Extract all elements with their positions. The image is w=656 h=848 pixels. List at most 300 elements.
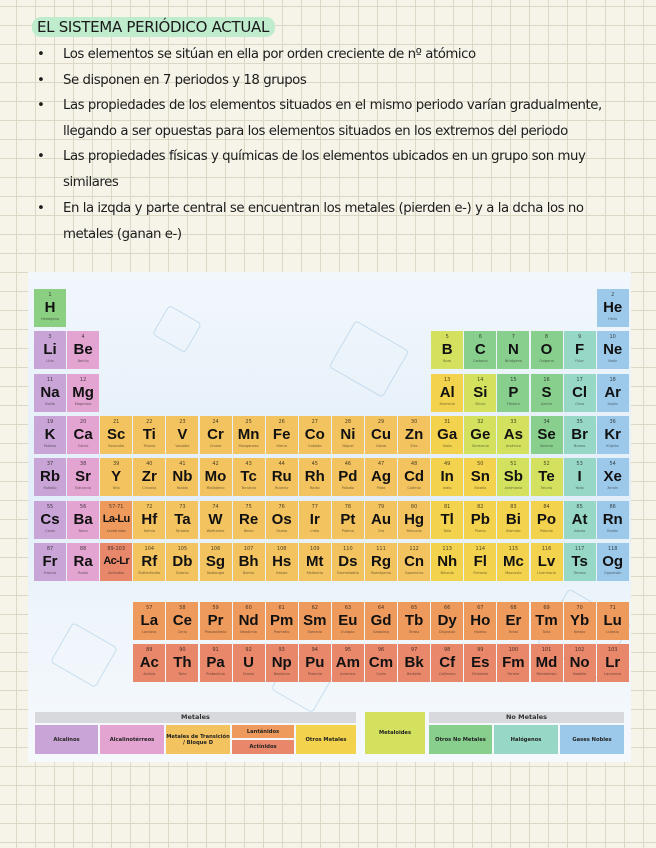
element-symbol: Pa	[206, 654, 225, 672]
element-bi	[497, 501, 529, 539]
element-cn	[398, 543, 430, 581]
legend-alcalinos: Alcalinos	[35, 725, 98, 754]
element-hs	[266, 543, 298, 581]
element-name: Magnesio	[74, 401, 92, 406]
element-y	[100, 458, 132, 496]
atomic-number: 6	[478, 334, 482, 341]
element-be	[67, 331, 99, 369]
element-cd	[398, 458, 430, 496]
element-symbol: Rg	[371, 552, 391, 570]
atomic-number: 95	[344, 647, 352, 654]
element-cf	[431, 644, 463, 682]
element-ds	[332, 543, 364, 581]
element-symbol: Lv	[537, 552, 556, 570]
element-name: Xenón	[607, 486, 619, 491]
element-pb	[464, 501, 496, 539]
element-name: Indio	[442, 486, 452, 491]
element-name: Bario	[78, 528, 88, 533]
element-symbol: I	[577, 468, 582, 486]
element-name: Cerio	[177, 630, 187, 634]
element-name: Itrio	[112, 486, 120, 491]
element-ga	[431, 416, 463, 454]
atomic-number: 47	[377, 461, 385, 468]
legend-lantanidos: Lantánidos	[232, 725, 294, 738]
atomic-number: 15	[510, 376, 517, 383]
bullet-marker: •	[37, 47, 45, 62]
element-symbol: Hf	[141, 510, 158, 528]
element-ba	[67, 501, 99, 539]
element-mt	[299, 543, 331, 581]
atomic-number: 41	[179, 461, 186, 468]
element-symbol: Ra	[73, 552, 93, 570]
element-name: Hassio	[275, 570, 288, 575]
element-na	[34, 374, 66, 412]
element-br	[564, 416, 596, 454]
element-symbol: K	[44, 425, 56, 443]
element-symbol: Cu	[371, 425, 391, 443]
atomic-number: 37	[46, 461, 54, 468]
atomic-number: 109	[310, 545, 320, 552]
element-name: Níquel	[342, 443, 354, 448]
element-symbol: Rh	[304, 468, 325, 486]
element-am	[332, 644, 364, 682]
element-au	[365, 501, 397, 539]
atomic-number: 84	[543, 503, 550, 510]
element-re	[233, 501, 265, 539]
element-f	[564, 331, 596, 369]
element-name: Dubnio	[176, 570, 189, 575]
element-symbol: Cm	[368, 654, 394, 672]
element-ne	[597, 331, 629, 369]
element-symbol: Am	[335, 654, 360, 672]
element-name: Nihonio	[440, 570, 454, 575]
element-symbol: Eu	[338, 612, 358, 629]
element-name: Tecnecio	[241, 486, 257, 491]
atomic-number: 115	[508, 545, 519, 552]
atomic-number: 19	[46, 418, 54, 425]
atomic-number: 21	[113, 418, 120, 425]
note-item	[34, 42, 624, 68]
atomic-number: 46	[344, 461, 352, 468]
element-name: Disprosio	[439, 630, 456, 634]
element-symbol: Md	[535, 654, 558, 672]
atomic-number: 69	[543, 605, 550, 611]
element-th	[166, 644, 198, 682]
element-symbol: Ru	[271, 468, 292, 486]
note-text: Los elementos se sitúan en ella por orden creciente de nº atómico	[63, 47, 476, 62]
atomic-number: 99	[477, 647, 484, 654]
atomic-number: 80	[410, 503, 418, 510]
note-text: Se disponen en 7 periodos y 18 grupos	[63, 72, 307, 88]
atomic-number: 5	[445, 334, 449, 341]
page-title: EL SISTEMA PERIÓDICO ACTUAL	[32, 17, 275, 37]
element-name: Azufre	[540, 401, 553, 406]
atomic-number: 57-71	[108, 503, 124, 510]
atomic-number: 32	[477, 418, 484, 425]
element-symbol: Cd	[404, 468, 425, 486]
element-rh	[299, 458, 331, 496]
element-symbol: Ho	[470, 612, 491, 629]
atomic-number: 74	[212, 503, 219, 510]
element-ho	[464, 602, 496, 640]
element-ni	[332, 416, 364, 454]
atomic-number: 27	[311, 418, 318, 425]
element-symbol: Be	[73, 341, 93, 359]
element-name: Astato	[573, 528, 586, 533]
element-symbol: N	[507, 341, 519, 359]
element-name: Bismuto	[506, 528, 521, 533]
element-symbol: Po	[536, 510, 557, 528]
atomic-number: 83	[510, 503, 517, 510]
element-mo	[200, 458, 232, 496]
element-la-lu	[100, 501, 132, 539]
element-symbol: Mc	[502, 552, 524, 570]
element-name: Einstenio	[472, 672, 489, 677]
atomic-number: 44	[278, 461, 285, 468]
element-og	[597, 543, 629, 581]
atomic-number: 86	[609, 503, 616, 510]
atomic-number: 71	[609, 605, 616, 611]
legend-header-metales: Metales	[35, 712, 356, 723]
bullet-marker: •	[37, 200, 45, 216]
element-name: Estaño	[474, 486, 487, 491]
atomic-number: 55	[46, 503, 54, 510]
atomic-number: 58	[179, 605, 186, 611]
element-name: Actínidos	[108, 570, 125, 575]
element-symbol: Rf	[141, 552, 158, 570]
background-hexagon	[329, 320, 410, 398]
element-name: Titanio	[143, 443, 156, 448]
element-rg	[365, 543, 397, 581]
element-symbol: Hg	[404, 510, 425, 528]
element-symbol: P	[508, 383, 519, 401]
atomic-number: 97	[410, 647, 418, 654]
element-name: Paladio	[341, 486, 355, 491]
element-name: Telurio	[540, 486, 553, 491]
atomic-number: 29	[377, 418, 385, 425]
atomic-number: 107	[243, 545, 254, 552]
element-name: Gadolinio	[372, 630, 390, 634]
element-mg	[67, 374, 99, 412]
element-name: Argón	[607, 401, 618, 406]
atomic-number: 35	[576, 418, 583, 425]
element-name: Samario	[307, 630, 323, 634]
element-fe	[266, 416, 298, 454]
element-name: Molibdeno	[206, 486, 225, 491]
element-symbol: Bk	[404, 654, 424, 672]
element-symbol: Pb	[470, 510, 490, 528]
bullet-marker: •	[37, 149, 45, 165]
element-symbol: Nd	[238, 612, 259, 629]
element-name: Torio	[178, 672, 187, 677]
element-name: Seaborgio	[206, 570, 225, 575]
atomic-number: 96	[377, 647, 385, 654]
element-symbol: V	[177, 425, 188, 443]
element-name: Germanio	[471, 443, 489, 448]
element-w	[200, 501, 232, 539]
atomic-number: 20	[79, 418, 87, 425]
atomic-number: 105	[177, 545, 188, 552]
note-text: En la izqda y parte central se encuentran los metales (pierden e-) y a la dcha los no metales (ganan e-)	[63, 200, 584, 242]
atomic-number: 43	[245, 461, 252, 468]
element-symbol: Cf	[439, 654, 456, 672]
element-name: Circonio	[142, 486, 157, 491]
atomic-number: 108	[276, 545, 287, 552]
element-cu	[365, 416, 397, 454]
element-ir	[299, 501, 331, 539]
element-name: Erbio	[508, 630, 518, 634]
element-name: Francio	[43, 570, 57, 575]
atomic-number: 2	[611, 292, 615, 298]
element-he	[597, 289, 629, 327]
element-symbol: Rn	[602, 510, 623, 528]
element-symbol: Kr	[604, 425, 622, 443]
atomic-number: 102	[574, 647, 585, 654]
atomic-number: 89-103	[107, 545, 126, 552]
atomic-number: 9	[578, 334, 582, 341]
element-name: Zinc	[410, 443, 418, 448]
element-name: Carbono	[472, 359, 488, 364]
element-symbol: Ds	[338, 552, 358, 570]
element-symbol: Og	[602, 552, 624, 570]
element-name: Cromo	[209, 443, 222, 448]
element-name: Terbio	[408, 630, 420, 634]
element-name: Laurencio	[604, 672, 622, 677]
atomic-number: 112	[409, 545, 419, 552]
element-symbol: Hs	[272, 552, 292, 570]
atomic-number: 40	[146, 461, 153, 468]
element-er	[497, 602, 529, 640]
element-symbol: F	[575, 341, 585, 359]
element-name: Rubidio	[43, 486, 57, 491]
atomic-number: 101	[541, 647, 552, 654]
element-dy	[431, 602, 463, 640]
element-name: Bohrio	[242, 570, 255, 575]
element-symbol: Cn	[404, 552, 425, 570]
element-name: Actinio	[143, 672, 156, 677]
element-o	[531, 331, 563, 369]
element-name: Potasio	[43, 443, 57, 448]
atomic-number: 81	[444, 503, 451, 510]
element-symbol: Te	[538, 468, 555, 486]
atomic-number: 61	[278, 605, 285, 611]
element-ra	[67, 543, 99, 581]
element-name: Lutecio	[606, 630, 620, 634]
element-tc	[233, 458, 265, 496]
element-name: Yodo	[575, 486, 584, 491]
atomic-number: 8	[544, 334, 549, 341]
atomic-number: 13	[444, 376, 451, 383]
note-item	[34, 196, 624, 247]
element-ac	[133, 644, 165, 682]
atomic-number: 63	[344, 605, 352, 611]
element-name: Escandio	[108, 443, 125, 448]
element-name: Cesio	[45, 528, 55, 533]
element-symbol: Mn	[237, 425, 260, 443]
element-name: Silicio	[475, 401, 486, 406]
element-symbol: Mg	[72, 383, 94, 401]
element-symbol: Mo	[204, 468, 227, 486]
atomic-number: 110	[343, 545, 353, 552]
element-name: Vanadio	[175, 443, 190, 448]
atomic-number: 59	[212, 605, 219, 611]
atomic-number: 62	[311, 605, 318, 611]
element-symbol: Al	[439, 383, 455, 401]
element-name: Roentgenio	[371, 570, 391, 575]
element-symbol: Sc	[107, 425, 126, 443]
element-cr	[200, 416, 232, 454]
atomic-number: 77	[311, 503, 318, 510]
atomic-number: 26	[278, 418, 285, 425]
atomic-number: 116	[541, 545, 552, 552]
element-name: Niobio	[176, 486, 188, 491]
element-name: Teneso	[573, 570, 586, 575]
element-rf	[133, 543, 165, 581]
element-name: Polonio	[540, 528, 553, 533]
element-name: Hierro	[276, 443, 287, 448]
element-fl	[464, 543, 496, 581]
element-ar	[597, 374, 629, 412]
element-la	[133, 602, 165, 640]
element-symbol: Dy	[437, 612, 457, 629]
element-name: Mendelevio	[536, 672, 557, 677]
atomic-number: 104	[144, 545, 155, 552]
element-lr	[597, 644, 629, 682]
element-symbol: Na	[40, 383, 60, 401]
element-symbol: S	[541, 383, 552, 401]
atomic-number: 38	[79, 461, 87, 468]
atomic-number: 68	[510, 605, 517, 611]
element-name: Livermorio	[537, 570, 556, 575]
element-symbol: Tb	[404, 612, 424, 629]
atomic-number: 24	[212, 418, 219, 425]
element-name: Nitrógeno	[504, 359, 522, 364]
atomic-number: 28	[344, 418, 352, 425]
atomic-number: 48	[410, 461, 418, 468]
atomic-number: 39	[113, 461, 120, 468]
element-name: Plata	[376, 486, 386, 491]
element-symbol: Ca	[73, 425, 93, 443]
note-item	[34, 68, 624, 94]
atomic-number: 1	[48, 292, 52, 298]
atomic-number: 16	[543, 376, 550, 383]
element-mn	[233, 416, 265, 454]
element-symbol: He	[603, 299, 623, 316]
element-no	[564, 644, 596, 682]
element-name: Rutenio	[275, 486, 289, 491]
atomic-number: 90	[179, 647, 186, 654]
element-name: Europio	[341, 630, 355, 634]
element-al	[431, 374, 463, 412]
element-name: Talio	[443, 528, 452, 533]
element-symbol: Si	[473, 383, 488, 401]
legend-otros-metales: Otros Metales	[296, 725, 356, 754]
atomic-number: 114	[475, 545, 486, 552]
atomic-number: 91	[212, 647, 219, 654]
element-symbol: Rb	[40, 468, 60, 486]
element-sm	[299, 602, 331, 640]
element-k	[34, 416, 66, 454]
element-v	[166, 416, 198, 454]
element-symbol: La	[140, 612, 159, 629]
atomic-number: 3	[48, 334, 52, 341]
element-name: Arsénico	[505, 443, 521, 448]
element-name: Meitnerio	[306, 570, 324, 575]
element-pa	[200, 644, 232, 682]
element-symbol: Li	[43, 341, 57, 359]
element-symbol: Ti	[142, 425, 156, 443]
element-i	[564, 458, 596, 496]
element-ta	[166, 501, 198, 539]
element-name: Tulio	[542, 630, 551, 634]
element-name: Selenio	[540, 443, 553, 448]
element-eu	[332, 602, 364, 640]
element-np	[266, 644, 298, 682]
element-po	[531, 501, 563, 539]
element-symbol: Sb	[503, 468, 523, 486]
element-nb	[166, 458, 198, 496]
element-ac-lr	[100, 543, 132, 581]
element-name: Californio	[438, 672, 456, 677]
element-tb	[398, 602, 430, 640]
element-name: Uranio	[242, 672, 255, 677]
element-nd	[233, 602, 265, 640]
element-name: Cobalto	[308, 443, 322, 448]
atomic-number: 45	[311, 461, 318, 468]
element-si	[464, 374, 496, 412]
element-symbol: Ne	[603, 341, 623, 359]
element-pd	[332, 458, 364, 496]
element-name: Flerovio	[473, 570, 488, 575]
element-name: Cloro	[575, 401, 585, 406]
element-symbol: Ir	[309, 510, 320, 528]
element-name: Iridio	[310, 528, 320, 533]
element-symbol: Yb	[570, 612, 590, 629]
atomic-number: 60	[245, 605, 252, 611]
element-name: Sodio	[45, 401, 55, 406]
note-text: Las propiedades de los elementos situados en el mismo periodo varían gradualmente, llegando a ser opuestas para los elementos situados en los extremos del periodo	[63, 98, 602, 139]
element-name: Cadmio	[407, 486, 421, 491]
element-name: Darmstadtio	[337, 570, 359, 575]
element-name: Curio	[376, 672, 386, 677]
bullet-marker: •	[37, 98, 45, 113]
element-symbol: Lu	[603, 612, 622, 629]
element-name: Oxígeno	[539, 359, 554, 364]
element-c	[464, 331, 496, 369]
atomic-number: 66	[444, 605, 451, 611]
element-symbol: Cs	[40, 510, 60, 528]
element-name: Osmio	[276, 528, 288, 533]
element-symbol: In	[440, 468, 454, 486]
element-ti	[133, 416, 165, 454]
element-rb	[34, 458, 66, 496]
element-symbol: Ts	[571, 552, 588, 570]
element-md	[531, 644, 563, 682]
element-name: Rodio	[309, 486, 320, 491]
element-symbol: Ag	[371, 468, 391, 486]
element-s	[531, 374, 563, 412]
atomic-number: 42	[212, 461, 219, 468]
element-ca	[67, 416, 99, 454]
atomic-number: 30	[410, 418, 418, 425]
background-hexagon	[50, 622, 118, 688]
element-name: Plutonio	[307, 672, 322, 677]
atomic-number: 64	[377, 605, 385, 611]
element-symbol: Ac-Lr	[103, 554, 130, 567]
atomic-number: 11	[46, 376, 54, 383]
element-cl	[564, 374, 596, 412]
element-name: Fósforo	[507, 401, 520, 406]
